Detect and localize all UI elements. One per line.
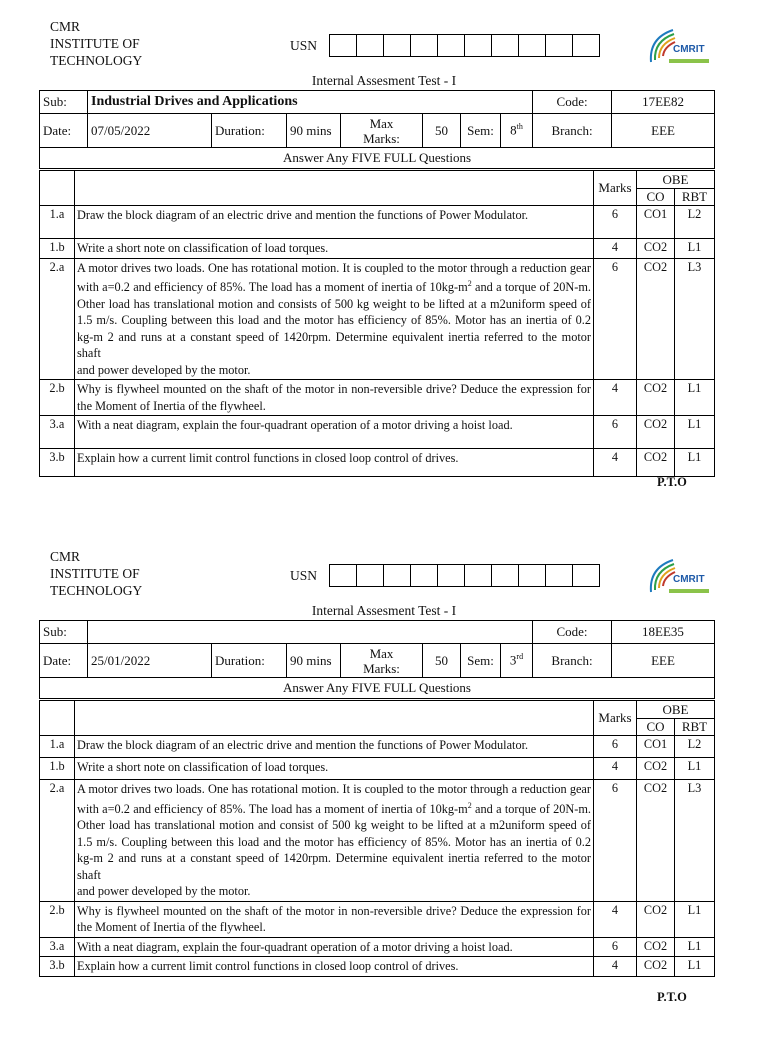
usn-input-boxes[interactable] <box>329 34 600 57</box>
usn-box[interactable] <box>492 34 519 57</box>
question-text: With a neat diagram, explain the four-quadrant operation of a motor driving a hoist load. <box>75 416 594 449</box>
question-number: 3.a <box>40 416 75 449</box>
question-rbt: L2 <box>675 206 715 239</box>
question-text <box>75 258 594 380</box>
sem-suffix: th <box>516 122 523 132</box>
usn-box[interactable] <box>519 564 546 587</box>
question-paper-2 <box>0 530 768 1042</box>
usn-box[interactable] <box>546 564 573 587</box>
subject-name <box>88 621 533 644</box>
sub-label: Sub: <box>40 621 88 644</box>
question-rbt: L1 <box>675 416 715 449</box>
usn-box[interactable] <box>357 34 384 57</box>
instruction: Answer Any FIVE FULL Questions <box>40 678 715 699</box>
question-marks: 4 <box>594 957 637 977</box>
max-marks-label-line: Marks: <box>363 130 400 146</box>
question-text-part: and power developed by the motor. <box>77 362 251 377</box>
question-marks: 6 <box>594 780 637 902</box>
question-co: CO2 <box>637 758 675 780</box>
institute-name <box>50 548 142 599</box>
question-co: CO2 <box>637 901 675 937</box>
question-co: CO2 <box>637 937 675 957</box>
question-number: 2.b <box>40 380 75 416</box>
question-rbt: L2 <box>675 736 715 758</box>
question-text: Write a short note on classification of load torques. <box>75 239 594 259</box>
question-text-part: and a torque of 20N-m. Other load has translational motion and consists of 500 kg weight to be lifted at a m2uniform speed of 1.5 m/s. Coupling between this load and the motor has efficiency of 85%. Motor has an inertia of 0.2 kg-m 2 and runs at a constant speed of 1420rpm. Determine equivalent inertia referred to the motor shaft <box>77 280 591 361</box>
svg-text:CMRIT: CMRIT <box>673 574 705 585</box>
question-co: CO2 <box>637 258 675 380</box>
usn-box[interactable] <box>330 564 357 587</box>
questions-table <box>39 700 715 977</box>
usn-box[interactable] <box>573 34 600 57</box>
question-rbt: L3 <box>675 258 715 380</box>
max-marks-label <box>341 644 423 678</box>
header-table <box>39 620 715 699</box>
usn-box[interactable] <box>519 34 546 57</box>
question-rbt: L1 <box>675 758 715 780</box>
sem-label: Sem: <box>461 644 501 678</box>
subject-code: 18EE35 <box>612 621 715 644</box>
question-rbt: L1 <box>675 901 715 937</box>
sem-number: 3 <box>509 652 517 668</box>
instruction: Answer Any FIVE FULL Questions <box>40 148 715 169</box>
usn-label: USN <box>290 38 318 53</box>
usn-box[interactable] <box>438 564 465 587</box>
institute-line: INSTITUTE OF <box>50 36 140 51</box>
max-marks-label-line: Max <box>369 115 394 131</box>
branch-value: EEE <box>612 644 715 678</box>
q-number-header <box>40 171 75 206</box>
duration-label: Duration: <box>212 644 287 678</box>
institute-line: TECHNOLOGY <box>50 53 143 68</box>
question-rbt: L3 <box>675 780 715 902</box>
question-co: CO1 <box>637 206 675 239</box>
cmrit-logo-icon <box>643 554 713 598</box>
sub-label: Sub: <box>40 91 88 114</box>
question-marks: 6 <box>594 937 637 957</box>
question-marks: 6 <box>594 258 637 380</box>
header-table <box>39 90 715 169</box>
max-marks-value: 50 <box>423 644 461 678</box>
date-label: Date: <box>40 644 88 678</box>
institute-line: CMR <box>50 549 81 564</box>
max-marks-value: 50 <box>423 114 461 148</box>
marks-header: Marks <box>594 171 637 206</box>
q-text-header <box>75 171 594 206</box>
sem-label: Sem: <box>461 114 501 148</box>
usn-input-boxes[interactable] <box>329 564 600 587</box>
institute-line: TECHNOLOGY <box>50 583 143 598</box>
question-text: Draw the block diagram of an electric drive and mention the functions of Power Modulator. <box>75 206 594 239</box>
question-rbt: L1 <box>675 239 715 259</box>
sem-suffix: rd <box>516 652 524 662</box>
question-text-part: and power developed by the motor. <box>77 884 251 899</box>
pto-label: P.T.O <box>657 990 687 1004</box>
usn-box[interactable] <box>438 34 465 57</box>
institute-name <box>50 18 142 69</box>
superscript: 2 <box>467 800 472 810</box>
question-text: Why is flywheel mounted on the shaft of the motor in non-reversible drive? Deduce the expression for the Moment of Inertia of the flywheel. <box>75 380 594 416</box>
question-rbt: L1 <box>675 449 715 477</box>
question-rbt: L1 <box>675 380 715 416</box>
question-co: CO2 <box>637 416 675 449</box>
question-text: With a neat diagram, explain the four-quadrant operation of a motor driving a hoist load. <box>75 937 594 957</box>
question-text: Write a short note on classification of load torques. <box>75 758 594 780</box>
question-paper-1 <box>0 0 768 512</box>
sem-value <box>501 114 533 148</box>
question-text: Why is flywheel mounted on the shaft of the motor in non-reversible drive? Deduce the expression for the Moment of Inertia of the flywheel. <box>75 901 594 937</box>
institute-line: INSTITUTE OF <box>50 566 140 581</box>
question-number: 1.a <box>40 736 75 758</box>
question-number: 3.a <box>40 937 75 957</box>
question-marks: 4 <box>594 758 637 780</box>
question-number: 2.b <box>40 901 75 937</box>
question-text: Explain how a current limit control functions in closed loop control of drives. <box>75 449 594 477</box>
question-text <box>75 780 594 902</box>
question-rbt: L1 <box>675 957 715 977</box>
branch-label: Branch: <box>533 114 612 148</box>
question-text: Explain how a current limit control functions in closed loop control of drives. <box>75 957 594 977</box>
institute-line: CMR <box>50 19 81 34</box>
usn-box[interactable] <box>384 564 411 587</box>
usn-label: USN <box>290 568 318 583</box>
usn-box[interactable] <box>330 34 357 57</box>
usn-box[interactable] <box>492 564 519 587</box>
obe-header: OBE <box>637 701 715 719</box>
date-label: Date: <box>40 114 88 148</box>
question-number: 1.b <box>40 239 75 259</box>
sem-value <box>501 644 533 678</box>
max-marks-label <box>341 114 423 148</box>
pto-label: P.T.O <box>657 475 687 489</box>
question-marks: 4 <box>594 380 637 416</box>
usn-box[interactable] <box>411 564 438 587</box>
obe-header: OBE <box>637 171 715 189</box>
rbt-header: RBT <box>675 189 715 206</box>
question-number: 1.a <box>40 206 75 239</box>
usn-box[interactable] <box>465 564 492 587</box>
exam-date: 25/01/2022 <box>88 644 212 678</box>
q-number-header <box>40 701 75 736</box>
co-header: CO <box>637 719 675 736</box>
duration-value: 90 mins <box>287 644 341 678</box>
question-co: CO1 <box>637 736 675 758</box>
question-marks: 4 <box>594 901 637 937</box>
code-label: Code: <box>533 91 612 114</box>
question-co: CO2 <box>637 957 675 977</box>
question-marks: 6 <box>594 736 637 758</box>
usn-box[interactable] <box>357 564 384 587</box>
exam-date: 07/05/2022 <box>88 114 212 148</box>
questions-table <box>39 170 715 477</box>
superscript: 2 <box>467 279 472 288</box>
question-co: CO2 <box>637 380 675 416</box>
co-header: CO <box>637 189 675 206</box>
max-marks-label-line: Max <box>369 645 394 661</box>
test-title: Internal Assesment Test - I <box>311 73 457 88</box>
question-marks: 4 <box>594 449 637 477</box>
question-marks: 4 <box>594 239 637 259</box>
question-text-part: and a torque of 20N-m. Other load has translational motion and consist of 500 kg weight to be lifted at a m2uniform speed of 1.5 m/s. Coupling between this load and the motor has efficiency of 85%. Motor has an inertia of 0.2 kg-m 2 and runs at a constant speed of 1420rpm. Determine equivalent inertia referred to the motor shaft <box>77 801 591 882</box>
usn-box[interactable] <box>573 564 600 587</box>
question-co: CO2 <box>637 780 675 902</box>
branch-label: Branch: <box>533 644 612 678</box>
question-text-part: A motor drives two loads. One has rotational motion. It is coupled to the motor through a reduction gear with a=0.2 and efficiency of 85%. The load has a moment of inertia of 10kg-m <box>77 782 591 816</box>
duration-value: 90 mins <box>287 114 341 148</box>
question-text-part: A motor drives two loads. One has rotational motion. It is coupled to the motor through a reduction gear with a=0.2 and efficiency of 85%. The load has a moment of inertia of 10kg-m <box>77 260 591 295</box>
code-label: Code: <box>533 621 612 644</box>
question-marks: 6 <box>594 416 637 449</box>
question-number: 3.b <box>40 957 75 977</box>
question-number: 2.a <box>40 258 75 380</box>
usn-box[interactable] <box>411 34 438 57</box>
max-marks-label-line: Marks: <box>363 660 400 676</box>
question-text: Draw the block diagram of an electric drive and mention the functions of Power Modulator. <box>75 736 594 758</box>
usn-box[interactable] <box>465 34 492 57</box>
duration-label: Duration: <box>212 114 287 148</box>
test-title: Internal Assesment Test - I <box>311 603 457 618</box>
question-rbt: L1 <box>675 937 715 957</box>
usn-box[interactable] <box>384 34 411 57</box>
subject-name: Industrial Drives and Applications <box>88 91 533 114</box>
question-marks: 6 <box>594 206 637 239</box>
branch-value: EEE <box>612 114 715 148</box>
question-co: CO2 <box>637 449 675 477</box>
q-text-header <box>75 701 594 736</box>
sem-number: 8 <box>510 122 517 138</box>
question-number: 1.b <box>40 758 75 780</box>
subject-code: 17EE82 <box>612 91 715 114</box>
question-number: 3.b <box>40 449 75 477</box>
usn-box[interactable] <box>546 34 573 57</box>
rbt-header: RBT <box>675 719 715 736</box>
question-co: CO2 <box>637 239 675 259</box>
svg-text:CMRIT: CMRIT <box>673 44 705 55</box>
cmrit-logo-icon <box>643 24 713 68</box>
question-number: 2.a <box>40 780 75 902</box>
marks-header: Marks <box>594 701 637 736</box>
